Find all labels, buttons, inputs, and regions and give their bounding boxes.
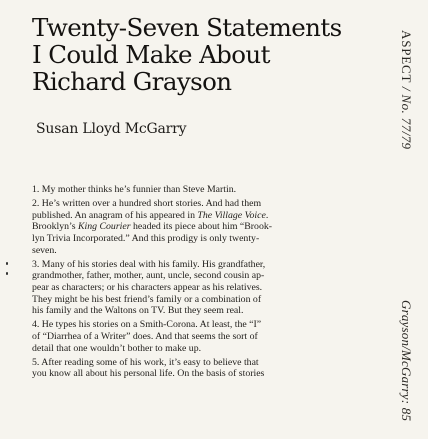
statement-line: detail that one wouldn’t bother to make up.: [32, 342, 202, 354]
statement-2: [32, 198, 332, 256]
statement-line: 1. My mother thinks he’s funnier than Steve Martin.: [32, 184, 237, 195]
statement-line: 5. After reading some of his work, it’s easy to believe that: [32, 356, 259, 368]
journal-name: ASPECT: [399, 30, 414, 84]
statement-3: [32, 259, 332, 317]
statement-line: seven.: [32, 244, 57, 256]
statement-line: of “Diarrhea of a Writer” does. And that seems the sort of: [32, 330, 258, 342]
article-body: [32, 184, 332, 382]
statement-line: They might be his best friend’s family or a combination of: [32, 293, 262, 305]
statement-line: his family and the Waltons on TV. But they seem real.: [32, 305, 244, 317]
title-line: Twenty-Seven Statements: [32, 13, 342, 42]
article-title: [32, 14, 342, 95]
issue-number: / No. 77/79: [399, 86, 414, 150]
page-edge-mark: [6, 262, 8, 265]
title-line: Richard Grayson: [32, 67, 232, 96]
running-head: [398, 30, 414, 149]
statement-4: [32, 319, 332, 354]
statement-line: pear as characters; or his characters appear as his relatives.: [32, 281, 263, 293]
author-byline: Susan Lloyd McGarry: [36, 121, 187, 137]
statement-line: published. An anagram of his appeared in The Village Voice.: [32, 209, 269, 221]
title-line: I Could Make About: [32, 40, 270, 69]
statement-line: grandmother, father, mother, aunt, uncle, second cousin ap-: [32, 270, 265, 282]
statement-5: [32, 357, 332, 380]
statement-line: 2. He’s written over a hundred short stories. And had them: [32, 198, 262, 210]
statement-line: Brooklyn’s King Courier headed its piece about him “Brook-: [32, 221, 272, 233]
statement-line: 4. He types his stories on a Smith-Corona. At least, the “I”: [32, 319, 262, 331]
page-edge-mark: [6, 272, 8, 275]
statement-line: you know all about his personal life. On the basis of stories: [32, 368, 265, 380]
statement-line: 3. Many of his stories deal with his family. His grandfather,: [32, 258, 266, 270]
statement-1: [32, 184, 332, 196]
statement-line: lyn Trivia Incorporated.” And this prodigy is only twenty-: [32, 232, 260, 244]
running-foot: Grayson/McGarry: 85: [399, 300, 414, 422]
